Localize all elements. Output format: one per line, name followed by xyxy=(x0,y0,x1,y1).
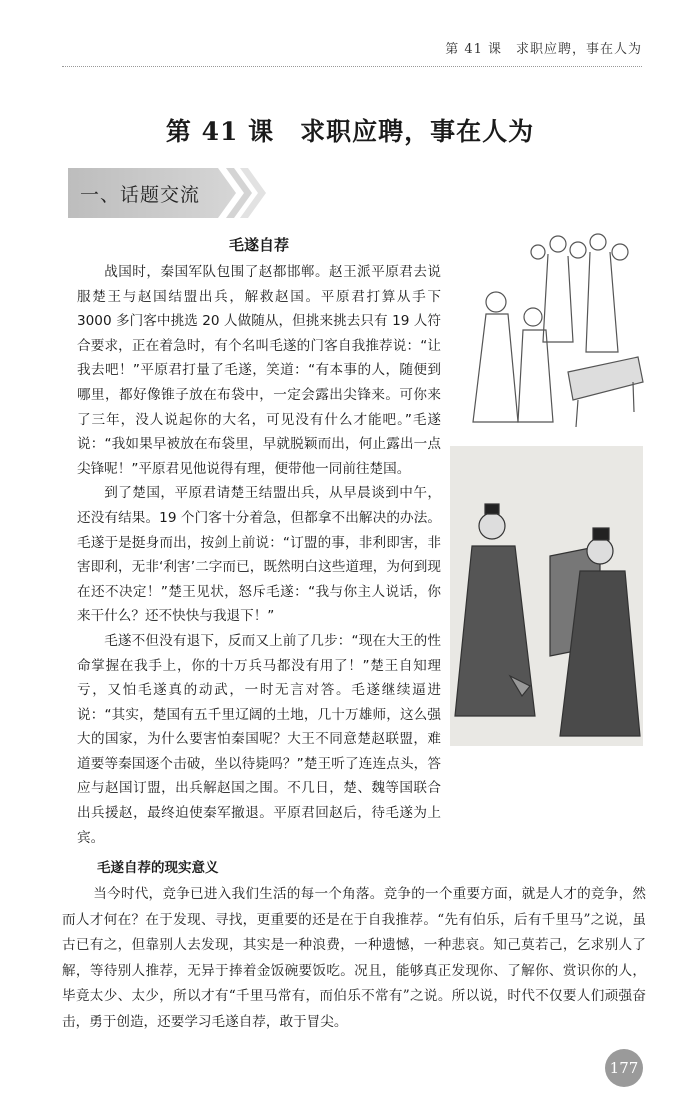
page-number: 177 xyxy=(605,1049,643,1087)
lesson-title: 第 41 课 求职应聘，事在人为 xyxy=(165,117,535,146)
essay-paragraph: 当今时代，竞争已进入我们生活的每一个角落。竞争的一个重要方面，就是人才的竞争，然而人才何在？在于发现、寻找，更重要的还是在于自我推荐。“先有伯乐，后有千里马”之说，虽古已有之，但靠别人去发现，其实是一种浪费，一种遗憾，一种悲哀。知己莫若己，乞求别人了解，等待别人推荐，无异于捧着金饭碗要饭吃。况且，能够真正发现你、了解你、赏识你的人，毕竟太少、太少，所以才有“千里马常有，而伯乐不常有”之说。所以说，时代不仅要人们顽强奋击，勇于创造，还要学习毛遂自荐，敢于冒尖。 xyxy=(62,886,646,1030)
story-paragraph: 战国时，秦国军队包围了赵都邯郸。赵王派平原君去说服楚王与赵国结盟出兵，解救赵国。平原君打算从手下 3000 多门客中挑选 20 人做随从，但挑来挑去只有 19 人符合要求，正在着急时，有个名叫毛遂的门客自我推荐说：“让我去吧！”平原君打量了毛遂，笑道：“有本事的人，随便到哪里，都好像锥子放在布袋中，一定会露出尖锋来。可你来了三年，没人说起你的大名，可见没有什么才能吧。”毛遂说：“我如果早被放在布袋里，早就脱颖而出，何止露出一点尖锋呢！”平原君见他说得有理，便带他一同前往楚国。 xyxy=(77,264,441,477)
story-body xyxy=(77,260,441,850)
story-paragraph: 到了楚国，平原君请楚王结盟出兵，从早晨谈到中午，还没有结果。19 个门客十分着急，但都拿不出解决的办法。毛遂于是挺身而出，按剑上前说：“订盟的事，非利即害，非害即利，无非‘利害’二字而已，既然明白这些道理，为何到现在还不决定！”楚王见状，怒斥毛遂：“我与你主人说话，你来干什么？还不快快与我退下！” xyxy=(77,485,441,625)
essay-body xyxy=(62,882,646,1035)
story-title: 毛遂自荐 xyxy=(228,236,289,254)
story-section xyxy=(77,234,441,850)
section-label: 一、话题交流 xyxy=(80,184,201,206)
essay-title: 毛遂自荐的现实意义 xyxy=(97,860,219,877)
story-paragraph: 毛遂不但没有退下，反而又上前了几步：“现在大王的性命掌握在我手上，你的十万兵马都没有用了！”楚王自知理亏，又怕毛遂真的动武，一时无言对答。毛遂继续逼进说：“其实，楚国有五千里辽阔的土地，几十万雄师，这么强大的国家，为什么要害怕秦国呢？大王不同意楚赵联盟，难道要等秦国逐个击破，坐以待毙吗？”楚王听了连连点头，答应与赵国订盟，出兵解赵国之围。不几日，楚、魏等国联合出兵援赵，最终迫使秦军撤退。平原君回赵后，待毛遂为上宾。 xyxy=(77,632,441,846)
running-head: 第 41 课 求职应聘，事在人为 xyxy=(445,42,642,57)
